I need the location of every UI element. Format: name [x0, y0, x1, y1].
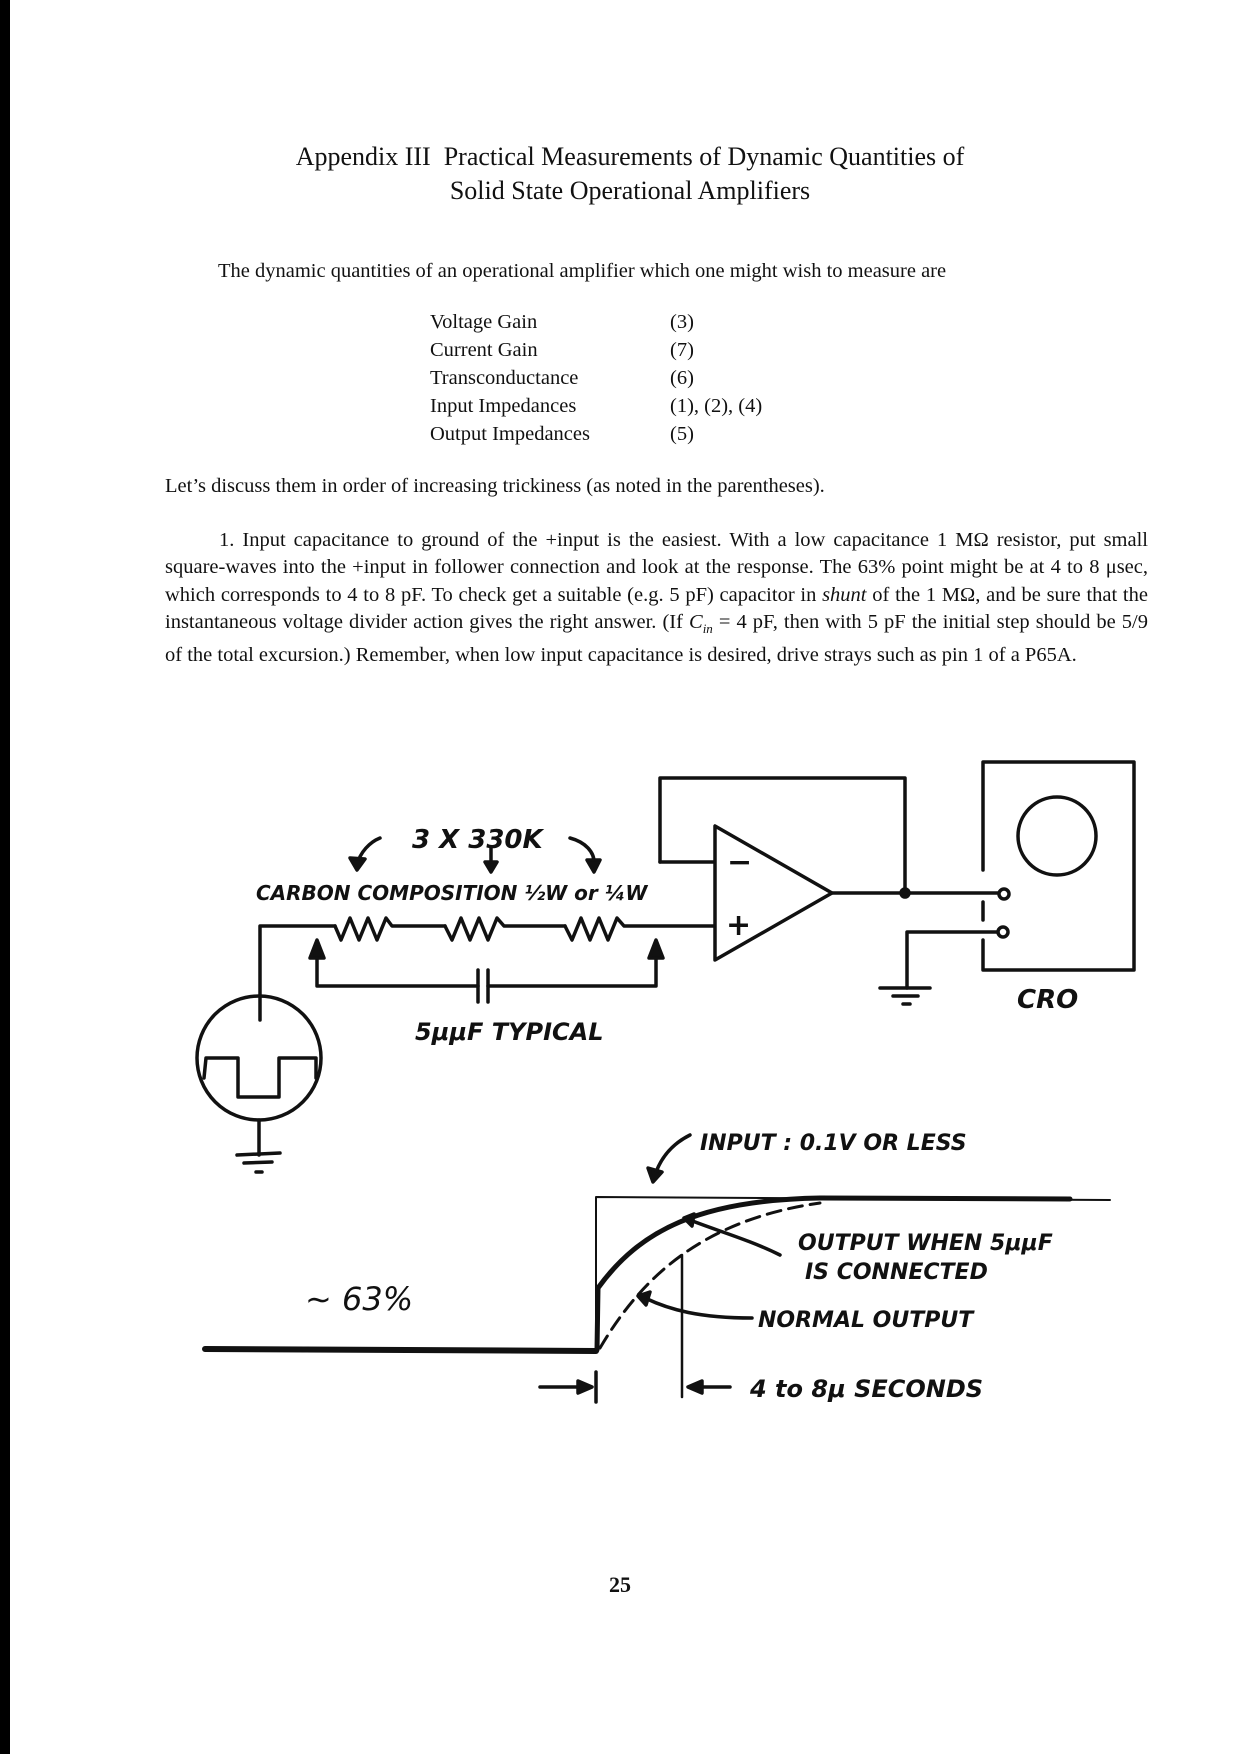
quantity-ref: (7)	[670, 339, 694, 361]
capacitor-plates	[478, 970, 488, 1002]
circuit-diagram	[0, 700, 1240, 1440]
paragraph-1-part-3: = 4 pF, then with 5 pF the initial step should be 5/9 of the total excursion.) Remember, when low input capacitance is desired, drive strays such as pin 1 of a P65A.	[165, 610, 1148, 667]
quantity-row	[430, 420, 870, 448]
quantity-row	[430, 364, 870, 392]
opamp-plus-sign: +	[726, 908, 752, 943]
quantity-row	[430, 308, 870, 336]
quantity-row	[430, 336, 870, 364]
paragraph-1	[165, 527, 1148, 670]
percent-label: ∼ 63%	[305, 1280, 414, 1318]
quantities-list	[430, 308, 870, 448]
quantity-name: Current Gain	[430, 339, 538, 361]
input-wire	[260, 926, 335, 1020]
title-line-2: Solid State Operational Amplifiers	[449, 176, 811, 205]
square-wave-icon	[204, 1058, 316, 1097]
quantity-ref: (3)	[670, 311, 694, 333]
arrow-left-up	[310, 940, 324, 958]
resistor-value-label: 3 X 330K	[412, 825, 543, 855]
resistor-type-label: CARBON COMPOSITION ½W or ¼W	[256, 881, 648, 905]
time-label: 4 to 8μ SECONDS	[750, 1375, 984, 1403]
cro-screen	[1018, 797, 1096, 875]
quantity-ref: (5)	[670, 423, 694, 445]
resistor-3	[565, 918, 714, 940]
paragraph-1-part-1: 1. Input capacitance to ground of the +input is the easiest. With a low capacitance 1 MΩ resistor, put small square-waves into the +input in follower connection and look at the response. The 63% point might be at 4 to 8 μsec, which corresponds to 4 to 8 pF. To check get a suitable (e.g. 5 pF) capacitor in	[165, 529, 1148, 606]
arrow-right-up	[649, 940, 663, 958]
cro-label: CRO	[1017, 985, 1079, 1015]
lets-discuss-text: Let’s discuss them in order of increasing trickiness (as noted in the parentheses).	[165, 475, 825, 497]
cin-symbol: C	[689, 610, 703, 633]
input-label-arrow	[655, 1135, 690, 1175]
normal-output-arrow	[645, 1298, 752, 1318]
cin-subscript: in	[702, 620, 713, 636]
quantity-ref: (1), (2), (4)	[670, 395, 763, 417]
quantity-name: Output Impedances	[430, 423, 590, 445]
paragraph-1-part-2: of the 1 MΩ, and be sure that the instantaneous voltage divider action gives the right answer. (If	[165, 583, 1148, 633]
output-cap-label-1: OUTPUT WHEN 5μμF	[798, 1231, 1053, 1256]
quantity-ref: (6)	[670, 367, 694, 389]
page-title	[200, 140, 1060, 208]
paragraph-1-emphasis: shunt	[822, 583, 867, 606]
cro-box	[983, 762, 1134, 970]
page-number: 25	[609, 1572, 631, 1597]
output-cap-label-2: IS CONNECTED	[805, 1260, 988, 1285]
capacitor-label: 5μμF TYPICAL	[415, 1018, 604, 1046]
input-label: INPUT : 0.1V OR LESS	[700, 1131, 967, 1156]
cro-terminal-1	[999, 889, 1009, 899]
ground-icon	[880, 988, 930, 1004]
output-junction	[901, 889, 909, 897]
opamp-minus-sign: −	[727, 845, 753, 880]
baseline-trace	[205, 1349, 596, 1351]
quantity-name: Transconductance	[430, 367, 579, 389]
normal-output-label: NORMAL OUTPUT	[758, 1308, 974, 1333]
title-line-1: Appendix III Practical Measurements of Dynamic Quantities of	[295, 142, 965, 171]
resistor-1	[335, 918, 445, 940]
feedback-wire	[660, 778, 905, 893]
quantity-row	[430, 392, 870, 420]
resistor-2	[445, 918, 565, 940]
quantity-name: Voltage Gain	[430, 311, 538, 333]
quantity-name: Input Impedances	[430, 395, 577, 417]
intro-text: The dynamic quantities of an operational amplifier which one might wish to measure are	[218, 260, 947, 282]
